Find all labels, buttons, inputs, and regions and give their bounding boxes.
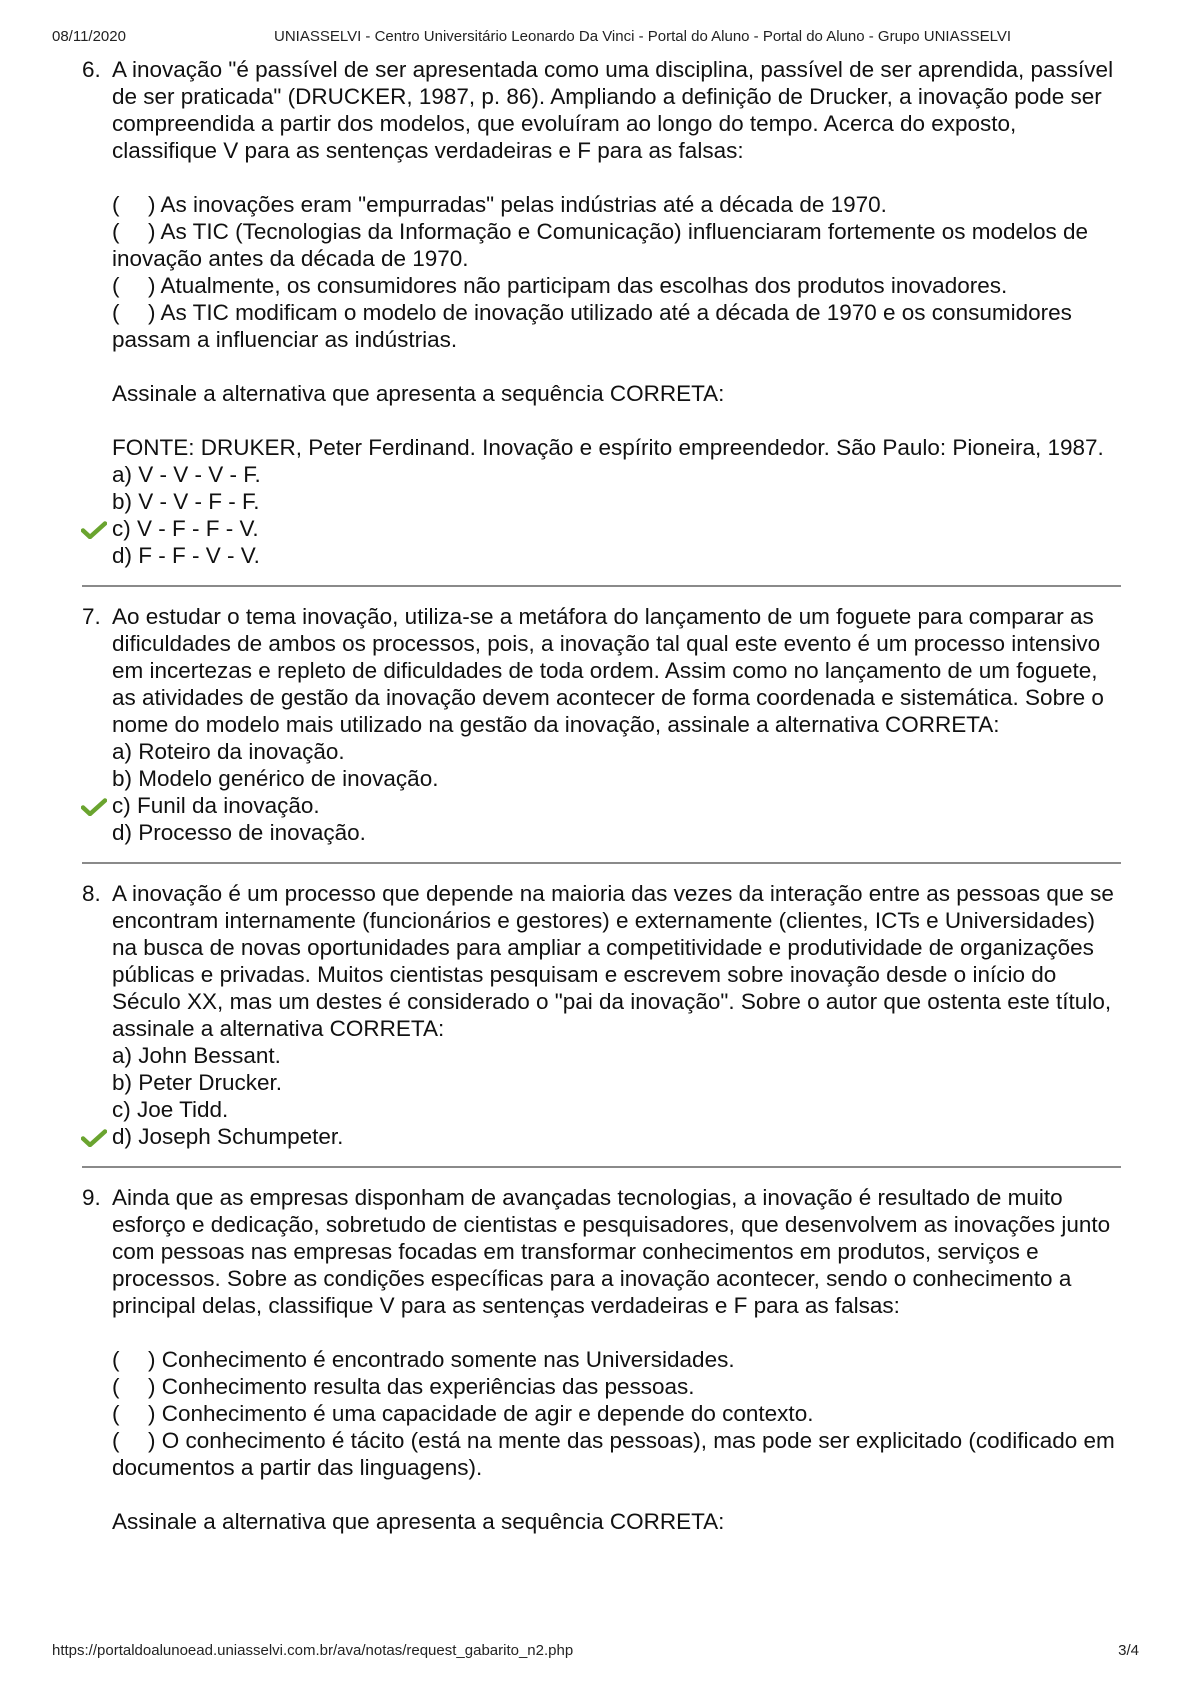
question-instruction: Assinale a alternativa que apresenta a sequência CORRETA:: [112, 381, 725, 406]
statement: ( ) As TIC modificam o modelo de inovação utilizado até a década de 1970 e os consumidores passam a influenciar as indústrias.: [112, 300, 1072, 352]
print-footer: [52, 1642, 1139, 1662]
answer-option: c) Joe Tidd.: [112, 1097, 229, 1122]
question-number: 9.: [82, 1185, 101, 1210]
answer-option-correct: c) Funil da inovação.: [112, 792, 1121, 819]
question-divider: [82, 585, 1121, 587]
statement: ( ) As TIC (Tecnologias da Informação e Comunicação) influenciaram fortemente os modelos de inovação antes da década de 1970.: [112, 219, 1089, 271]
question-8: [0, 880, 1191, 1150]
print-header: [52, 28, 1139, 48]
question-7: [0, 603, 1191, 846]
print-date: 08/11/2020: [52, 28, 126, 45]
answer-option: d) F - F - V - V.: [112, 543, 260, 568]
checkmark-icon: [81, 798, 107, 816]
question-number: 7.: [82, 604, 101, 629]
statement: ( ) Conhecimento é encontrado somente nas Universidades.: [112, 1347, 735, 1372]
answer-option: b) Modelo genérico de inovação.: [112, 766, 439, 791]
answer-option: b) Peter Drucker.: [112, 1070, 283, 1095]
question-6: [0, 56, 1191, 569]
answer-option-correct: d) Joseph Schumpeter.: [112, 1123, 1121, 1150]
print-page-title: UNIASSELVI - Centro Universitário Leonardo Da Vinci - Portal do Aluno - Portal do Aluno - Grupo UNIASSELVI: [274, 28, 1012, 45]
question-divider: [82, 1166, 1121, 1168]
question-stem: A inovação "é passível de ser apresentada como uma disciplina, passível de ser aprendida, passível de ser praticada" (DRUCKER, 1987, p. 86). Ampliando a definição de Drucker, a inovação pode ser compreendida a partir dos modelos, que evoluíram ao longo do tempo. Acerca do exposto, classifique V para as sentenças verdadeiras e F para as falsas:: [112, 57, 1114, 163]
answer-option: b) V - V - F - F.: [112, 489, 260, 514]
checkmark-icon: [81, 521, 107, 539]
statement: ( ) Conhecimento é uma capacidade de agir e depende do contexto.: [112, 1401, 814, 1426]
question-divider: [82, 862, 1121, 864]
answer-option: a) Roteiro da inovação.: [112, 739, 345, 764]
answer-option: a) V - V - V - F.: [112, 462, 261, 487]
statement: ( ) As inovações eram "empurradas" pelas indústrias até a década de 1970.: [112, 192, 887, 217]
source-citation: FONTE: DRUKER, Peter Ferdinand. Inovação e espírito empreendedor. São Paulo: Pioneira, 1987.: [112, 435, 1104, 460]
question-stem: Ainda que as empresas disponham de avançadas tecnologias, a inovação é resultado de muito esforço e dedicação, sobretudo de cientistas e pesquisadores, que desenvolvem as inovações junto com pessoas nas empresas focadas em transformar conhecimentos em produtos, serviços e processos. Sobre as condições específicas para a inovação acontecer, sendo o conhecimento a principal delas, classifique V para as sentenças verdadeiras e F para as falsas:: [112, 1185, 1111, 1318]
print-url: https://portaldoalunoead.uniasselvi.com.br/ava/notas/request_gabarito_n2.php: [52, 1642, 574, 1659]
answer-option: a) John Bessant.: [112, 1043, 281, 1068]
question-stem: A inovação é um processo que depende na maioria das vezes da interação entre as pessoas que se encontram internamente (funcionários e gestores) e externamente (clientes, ICTs e Universidades) na busca de novas oportunidades para ampliar a competitividade e produtividade de organizações públicas e privadas. Muitos cientistas pesquisam e escrevem sobre inovação desde o início do Século XX, mas um destes é considerado o "pai da inovação". Sobre o autor que ostenta este título, assinale a alternativa CORRETA:: [112, 881, 1114, 1041]
question-number: 6.: [82, 57, 101, 82]
question-number: 8.: [82, 881, 101, 906]
answer-key-content: [0, 56, 1191, 1535]
question-9: [0, 1184, 1191, 1535]
question-instruction: Assinale a alternativa que apresenta a sequência CORRETA:: [112, 1509, 725, 1534]
question-stem: Ao estudar o tema inovação, utiliza-se a metáfora do lançamento de um foguete para comparar as dificuldades de ambos os processos, pois, a inovação tal qual este evento é um processo intensivo em incertezas e repleto de dificuldades de toda ordem. Assim como no lançamento de um foguete, as atividades de gestão da inovação devem acontecer de forma coordenada e sistemática. Sobre o nome do modelo mais utilizado na gestão da inovação, assinale a alternativa CORRETA:: [112, 604, 1104, 737]
answer-option-correct: c) V - F - F - V.: [112, 515, 1121, 542]
page-number: 3/4: [1118, 1642, 1139, 1659]
statement: ( ) Conhecimento resulta das experiências das pessoas.: [112, 1374, 695, 1399]
answer-option: d) Processo de inovação.: [112, 820, 366, 845]
statement: ( ) Atualmente, os consumidores não participam das escolhas dos produtos inovadores.: [112, 273, 1008, 298]
checkmark-icon: [81, 1129, 107, 1147]
statement: ( ) O conhecimento é tácito (está na mente das pessoas), mas pode ser explicitado (codificado em documentos a partir das linguagens).: [112, 1428, 1115, 1480]
